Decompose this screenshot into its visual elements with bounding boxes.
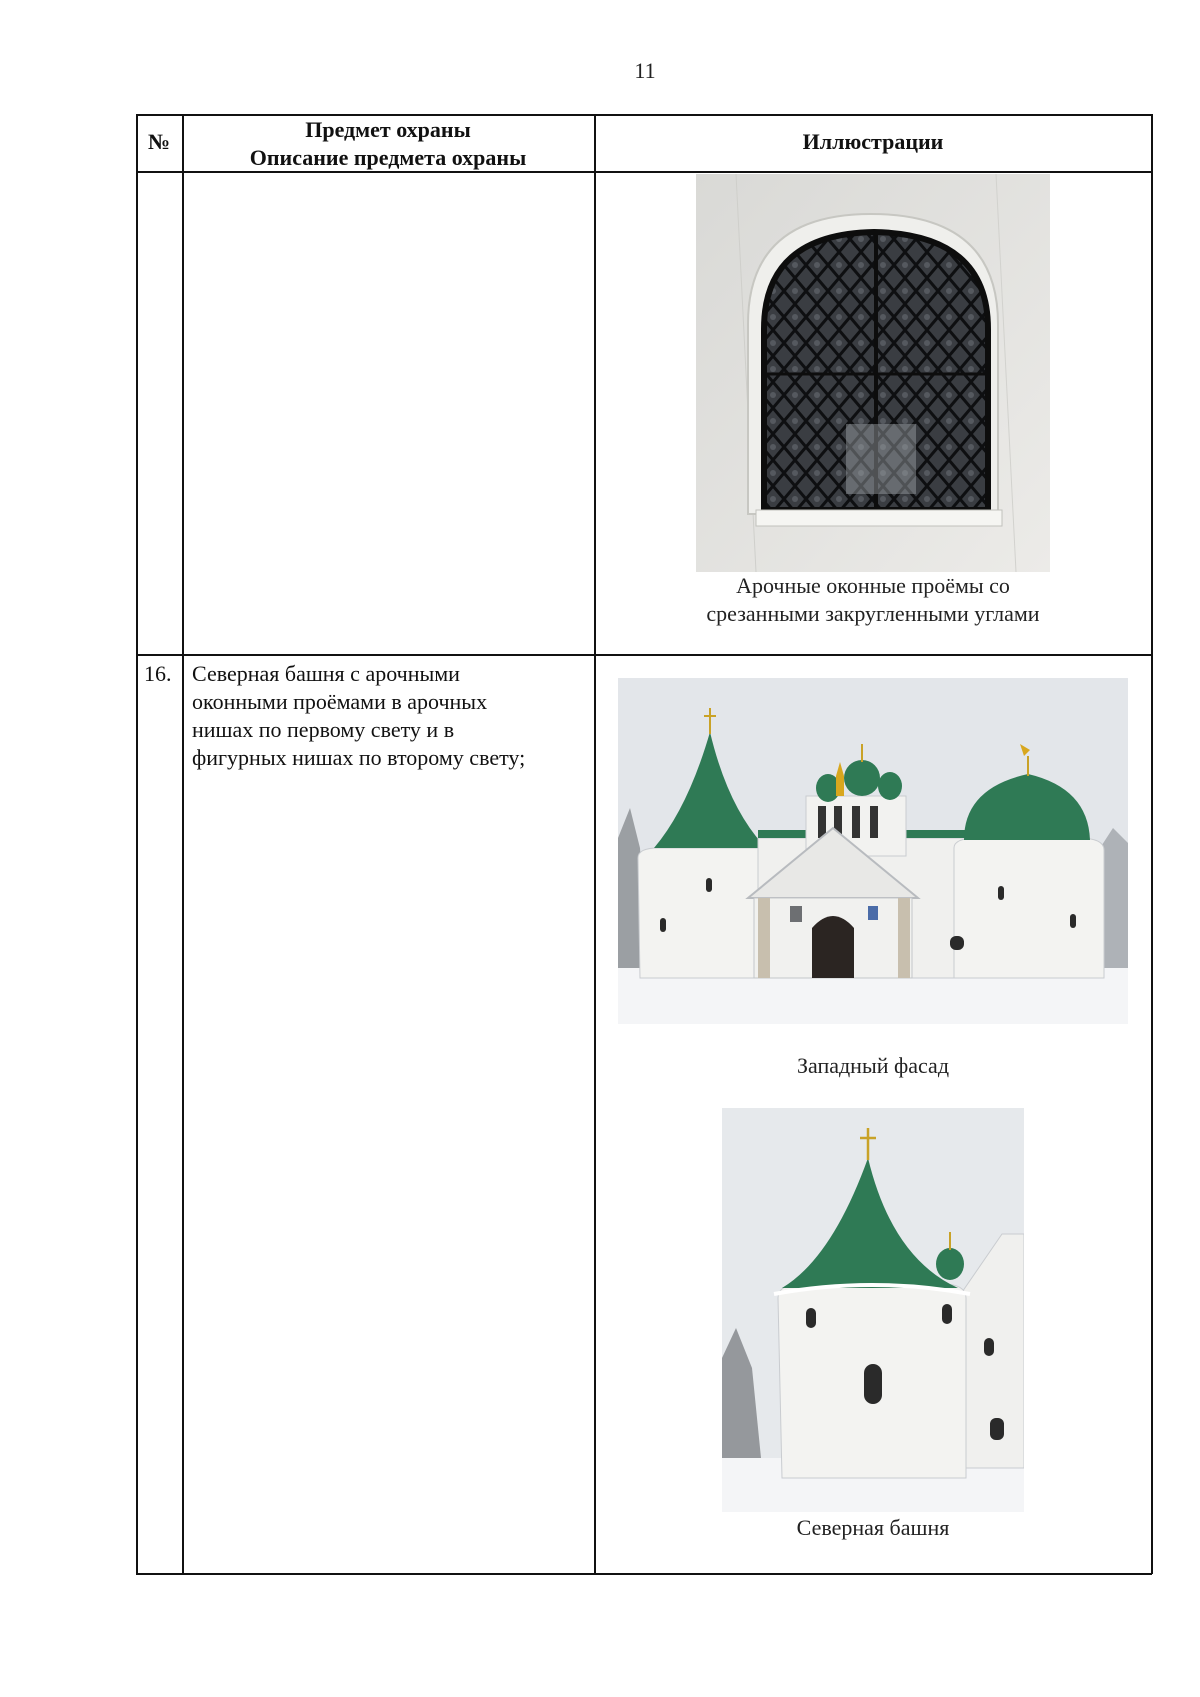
arched-window-caption-line1: Арочные оконные проёмы со — [736, 573, 1010, 598]
row-number: 16. — [144, 661, 172, 686]
description-line: фигурных нишах по второму свету; — [192, 745, 526, 770]
header-subject-description: Описание предмета охраны — [249, 145, 527, 170]
arched-window-caption-line2: срезанными закругленными углами — [706, 601, 1040, 626]
west-facade-caption: Западный фасад — [796, 1053, 950, 1078]
arched-window-caption — [594, 572, 1152, 628]
header-number: № — [147, 129, 171, 154]
description-line: оконными проёмами в арочных — [192, 689, 488, 714]
protection-table — [136, 114, 1152, 1574]
description-line: Северная башня с арочными — [192, 661, 460, 686]
arched-window-photo — [696, 174, 1050, 572]
north-tower-photo — [722, 1108, 1024, 1512]
header-subject-title: Предмет охраны — [305, 117, 471, 142]
description-line: нишах по первому свету и в — [192, 717, 455, 742]
header-illustrations: Иллюстрации — [802, 129, 944, 154]
west-facade-photo — [618, 678, 1128, 1024]
row-description — [192, 660, 587, 772]
north-tower-caption: Северная башня — [796, 1515, 950, 1540]
page-number: 11 — [634, 58, 656, 83]
header-subject — [182, 116, 594, 172]
